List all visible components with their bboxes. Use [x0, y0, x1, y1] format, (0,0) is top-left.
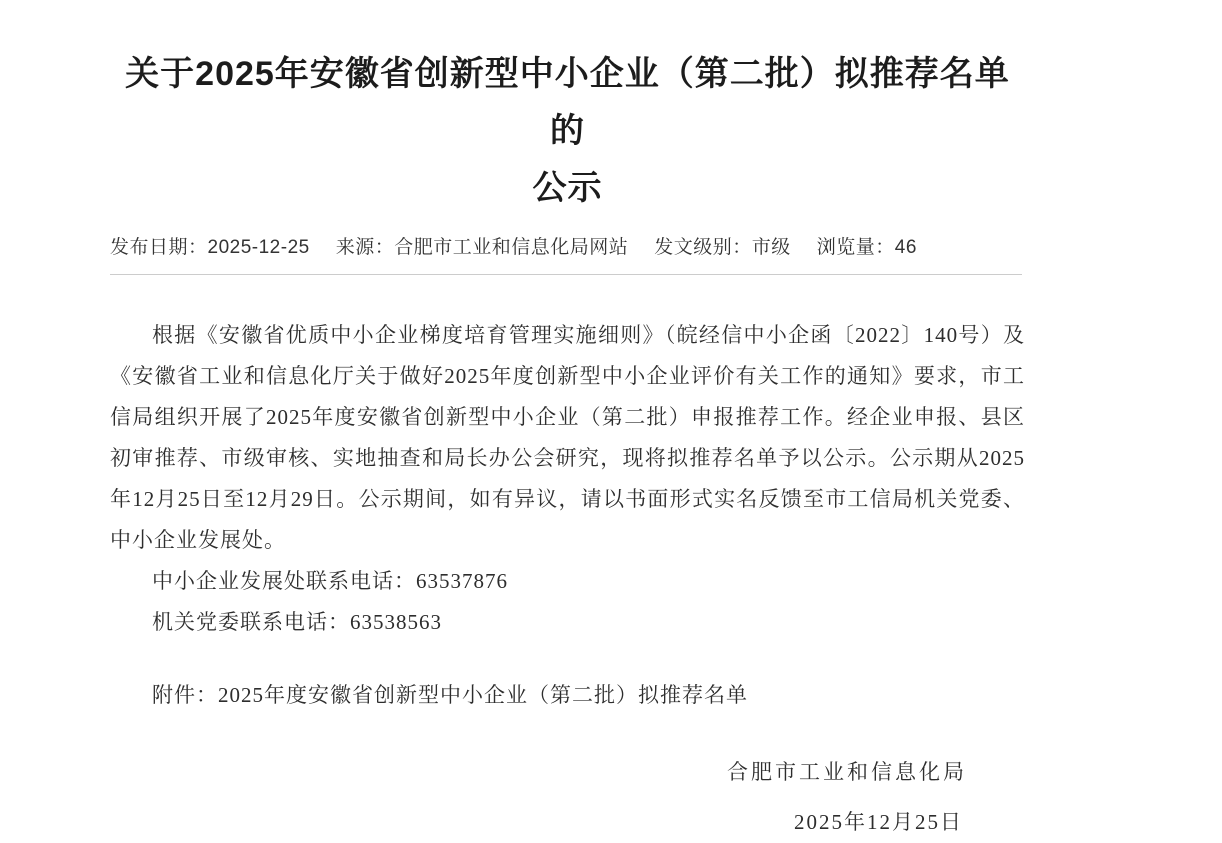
meta-divider	[110, 274, 1022, 275]
article-body	[110, 315, 1025, 843]
meta-doc-level-label: 发文级别：	[654, 237, 752, 258]
contact-line-smes-office: 中小企业发展处联系电话：63537876	[152, 569, 508, 593]
meta-source	[336, 237, 629, 259]
signature-date: 2025年12月25日	[794, 810, 963, 834]
meta-source-value: 合肥市工业和信息化局网站	[394, 237, 629, 258]
meta-doc-level-value: 市级	[751, 237, 791, 258]
page-title	[110, 46, 1025, 217]
main-paragraph: 根据《安徽省优质中小企业梯度培育管理实施细则》（皖经信中小企函〔2022〕140号）及《安徽省工业和信息化厅关于做好2025年度创新型中小企业评价有关工作的通知》要求，市工信局组织开展了2025年度安徽省创新型中小企业（第二批）申报推荐工作。经企业申报、县区初审推荐、市级审核、实地抽查和局长办公会研究，现将拟推荐名单予以公示。公示期从2025年12月25日至12月29日。公示期间，如有异议，请以书面形式实名反馈至市工信局机关党委、中小企业发展处。	[110, 323, 1025, 552]
attachment-line: 附件：2025年度安徽省创新型中小企业（第二批）拟推荐名单	[152, 683, 748, 707]
page-title-line-2: 公示	[532, 169, 603, 207]
meta-publish-date-value: 2025-12-25	[207, 237, 310, 258]
signature-org: 合肥市工业和信息化局	[727, 760, 967, 784]
article-meta	[110, 237, 1025, 259]
meta-views-value: 46	[894, 237, 917, 258]
meta-publish-date-label: 发布日期：	[110, 237, 208, 258]
meta-views-label: 浏览量：	[816, 237, 895, 258]
contact-line-party-committee: 机关党委联系电话：63538563	[152, 610, 442, 634]
meta-views	[817, 237, 917, 259]
article	[110, 0, 1025, 843]
meta-doc-level	[654, 237, 791, 259]
meta-publish-date	[110, 237, 310, 259]
signature-block	[110, 752, 1025, 843]
meta-source-label: 来源：	[335, 237, 395, 258]
page-title-line-1: 关于2025年安徽省创新型中小企业（第二批）拟推荐名单的	[125, 55, 1010, 150]
